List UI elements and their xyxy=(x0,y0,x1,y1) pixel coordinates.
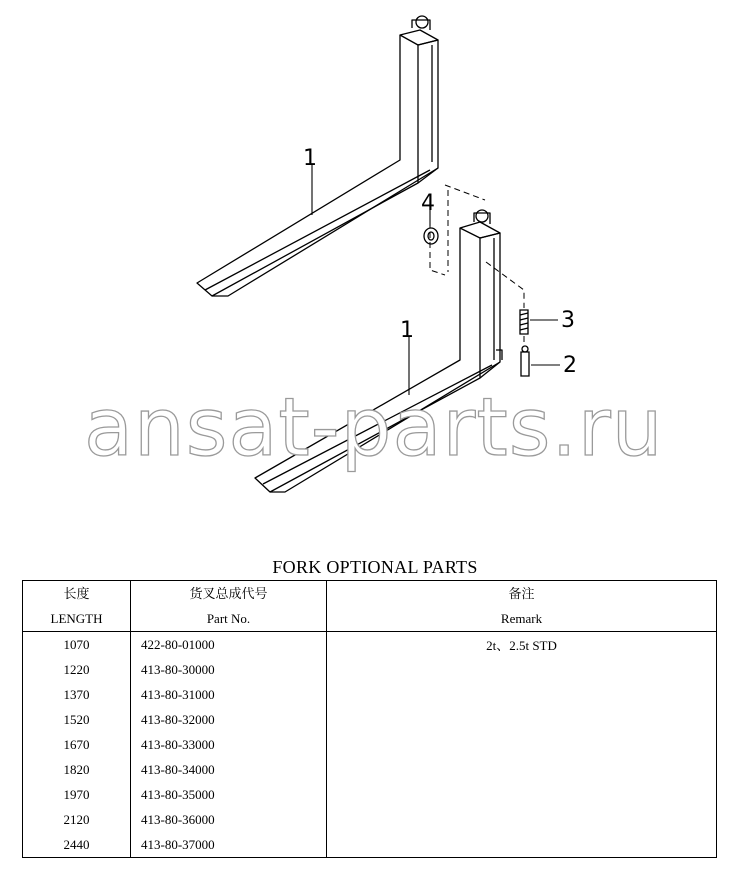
remark-cell xyxy=(327,707,717,732)
table-row xyxy=(23,732,717,757)
part-no-cell: 413-80-30000 xyxy=(131,657,327,682)
remark-cell xyxy=(327,832,717,858)
remark-cell: 2t、2.5t STD xyxy=(327,632,717,658)
callout-1-lower: 1 xyxy=(400,318,414,343)
length-cell: 1070 xyxy=(23,632,131,658)
table-row xyxy=(23,807,717,832)
leader-lines xyxy=(312,165,560,395)
remark-header-en: Remark xyxy=(500,611,543,626)
part-no-header xyxy=(131,581,327,632)
table-row xyxy=(23,757,717,782)
upper-fork xyxy=(197,16,438,296)
part-no-cell: 413-80-33000 xyxy=(131,732,327,757)
remark-cell xyxy=(327,782,717,807)
callout-4: 4 xyxy=(421,191,435,216)
remark-header xyxy=(327,581,717,632)
part-no-cell: 413-80-35000 xyxy=(131,782,327,807)
length-cell: 1370 xyxy=(23,682,131,707)
callout-2: 2 xyxy=(563,353,577,378)
remark-cell xyxy=(327,657,717,682)
table-row xyxy=(23,632,717,658)
part-no-cell: 413-80-34000 xyxy=(131,757,327,782)
length-cell: 1520 xyxy=(23,707,131,732)
assembly-lines xyxy=(430,185,524,346)
callout-3: 3 xyxy=(561,308,575,333)
table-header-row xyxy=(23,581,717,632)
length-cell: 2120 xyxy=(23,807,131,832)
table-row xyxy=(23,657,717,682)
length-header xyxy=(23,581,131,632)
watermark: ansat-parts.ru xyxy=(84,381,664,474)
length-cell: 1970 xyxy=(23,782,131,807)
length-cell: 1820 xyxy=(23,757,131,782)
table-row xyxy=(23,782,717,807)
table-row xyxy=(23,832,717,858)
remark-cell xyxy=(327,682,717,707)
table-title: FORK OPTIONAL PARTS xyxy=(272,557,478,577)
length-cell: 2440 xyxy=(23,832,131,858)
table-row xyxy=(23,682,717,707)
length-header-en: LENGTH xyxy=(50,611,103,626)
length-header-cn: 长度 xyxy=(63,586,90,601)
remark-cell xyxy=(327,807,717,832)
part-no-cell: 413-80-32000 xyxy=(131,707,327,732)
part-no-header-cn: 货叉总成代号 xyxy=(189,586,268,601)
length-cell: 1220 xyxy=(23,657,131,682)
part-no-cell: 413-80-37000 xyxy=(131,832,327,858)
part-no-cell: 413-80-31000 xyxy=(131,682,327,707)
length-cell: 1670 xyxy=(23,732,131,757)
remark-cell xyxy=(327,757,717,782)
part-no-header-en: Part No. xyxy=(206,611,251,626)
remark-header-cn: 备注 xyxy=(508,586,535,601)
callout-1-upper: 1 xyxy=(303,146,317,171)
table-row xyxy=(23,707,717,732)
fork-parts-table xyxy=(22,580,717,858)
part-no-cell: 422-80-01000 xyxy=(131,632,327,658)
part-no-cell: 413-80-36000 xyxy=(131,807,327,832)
remark-cell xyxy=(327,732,717,757)
small-parts xyxy=(424,228,529,376)
